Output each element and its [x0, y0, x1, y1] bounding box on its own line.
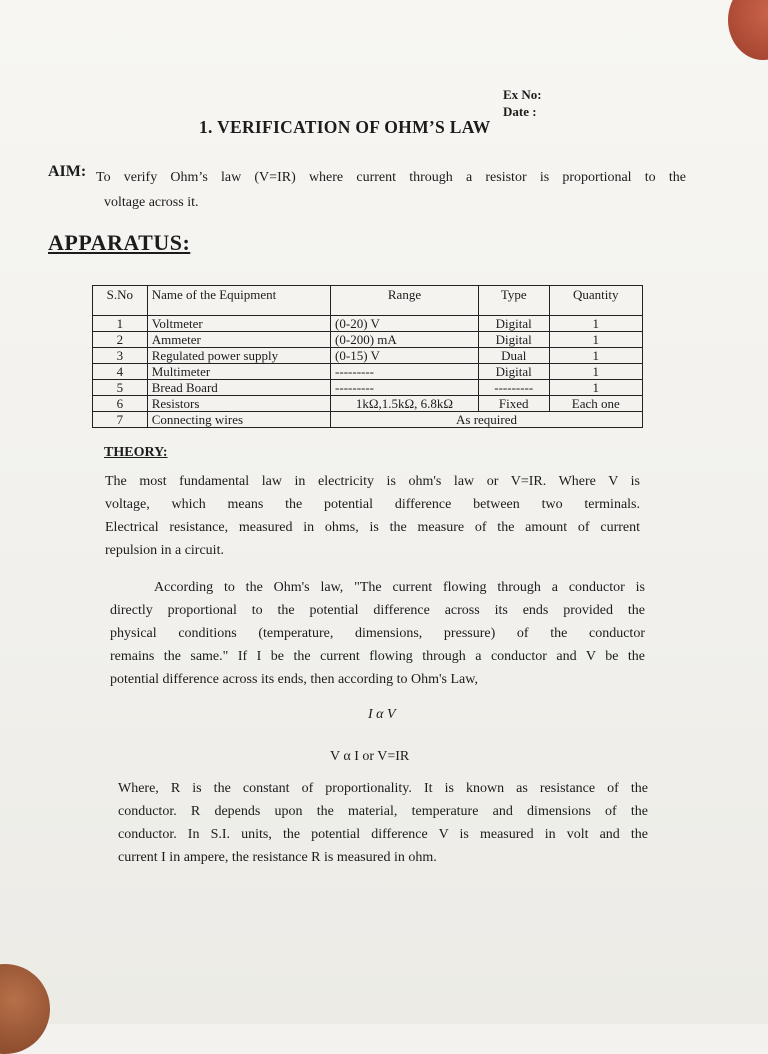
page-title: 1. VERIFICATION OF OHM’S LAW [199, 117, 491, 137]
column-header-name: Name of the Equipment [147, 286, 330, 316]
ex-no-label: Ex No: [503, 87, 542, 102]
text-line: Where, R is the constant of proportionality. It is known as resistance of the [118, 781, 648, 796]
cell-range: --------- [331, 380, 479, 396]
theory-paragraph-3 [118, 777, 648, 869]
text-line: According to the Ohm's law, "The current flowing through a conductor is [154, 580, 645, 595]
cell-range: (0-15) V [331, 348, 479, 364]
text-line: conductor. In S.I. units, the potential difference V is measured in volt and the [118, 827, 648, 842]
table-row [93, 380, 643, 396]
cell-type: Dual [478, 348, 549, 364]
cell-type: Digital [478, 364, 549, 380]
apparatus-table [92, 285, 643, 428]
cell-range: (0-200) mA [331, 332, 479, 348]
equation-proportional: I α V [368, 707, 396, 722]
table-row [93, 364, 643, 380]
cell-name: Multimeter [147, 364, 330, 380]
text-line: repulsion in a circuit. [105, 543, 224, 558]
cell-name: Ammeter [147, 332, 330, 348]
text-line: Electrical resistance, measured in ohms, is the measure of the amount of current [105, 520, 640, 535]
table-row [93, 332, 643, 348]
text-line: current I in ampere, the resistance R is measured in ohm. [118, 850, 437, 865]
cell-qty: 1 [549, 380, 642, 396]
aim-line-2: voltage across it. [104, 195, 199, 210]
cell-type: Digital [478, 332, 549, 348]
cell-range: 1kΩ,1.5kΩ, 6.8kΩ [331, 396, 479, 412]
aim-line-1: To verify Ohm’s law (V=IR) where current through a resistor is proportional to the [96, 170, 686, 185]
cell-type: Digital [478, 316, 549, 332]
equation-ohms-law: V α I or V=IR [330, 749, 410, 764]
cell-qty: 1 [549, 348, 642, 364]
cell-type: Fixed [478, 396, 549, 412]
text-line: remains the same." If I be the current flowing through a conductor and V be the [110, 649, 645, 664]
table-row [93, 396, 643, 412]
text-line: conductor. R depends upon the material, temperature and dimensions of the [118, 804, 648, 819]
text-line: directly proportional to the potential difference across its ends provided the [110, 603, 645, 618]
cell-name: Bread Board [147, 380, 330, 396]
table-header-row [93, 286, 643, 316]
cell-type: --------- [478, 380, 549, 396]
table-row [93, 348, 643, 364]
theory-heading: THEORY: [104, 445, 168, 460]
cell-sno: 1 [93, 316, 148, 332]
text-line: potential difference across its ends, then according to Ohm's Law, [110, 672, 478, 687]
cell-range: --------- [331, 364, 479, 380]
cell-qty: Each one [549, 396, 642, 412]
column-header-range: Range [331, 286, 479, 316]
aim-label: AIM: [48, 163, 87, 180]
theory-paragraph-2 [110, 576, 645, 691]
text-line: The most fundamental law in electricity is ohm's law or V=IR. Where V is [105, 474, 640, 489]
column-header-quantity: Quantity [549, 286, 642, 316]
cell-range: (0-20) V [331, 316, 479, 332]
exercise-header [503, 86, 542, 120]
text-line: physical conditions (temperature, dimensions, pressure) of the conductor [110, 626, 645, 641]
apparatus-heading: APPARATUS: [48, 230, 191, 255]
cell-merged: As required [331, 412, 643, 428]
cell-sno: 6 [93, 396, 148, 412]
column-header-type: Type [478, 286, 549, 316]
cell-qty: 1 [549, 332, 642, 348]
cell-sno: 4 [93, 364, 148, 380]
cell-sno: 5 [93, 380, 148, 396]
cell-name: Connecting wires [147, 412, 330, 428]
date-label: Date : [503, 104, 537, 119]
text-line: voltage, which means the potential difference between two terminals. [105, 497, 640, 512]
aim-text [96, 165, 686, 215]
cell-sno: 2 [93, 332, 148, 348]
cell-sno: 3 [93, 348, 148, 364]
table-row [93, 412, 643, 428]
cell-name: Regulated power supply [147, 348, 330, 364]
cell-qty: 1 [549, 364, 642, 380]
column-header-sno: S.No [93, 286, 148, 316]
cell-sno: 7 [93, 412, 148, 428]
theory-paragraph-1 [105, 470, 640, 562]
cell-name: Voltmeter [147, 316, 330, 332]
cell-qty: 1 [549, 316, 642, 332]
table-row [93, 316, 643, 332]
cell-name: Resistors [147, 396, 330, 412]
